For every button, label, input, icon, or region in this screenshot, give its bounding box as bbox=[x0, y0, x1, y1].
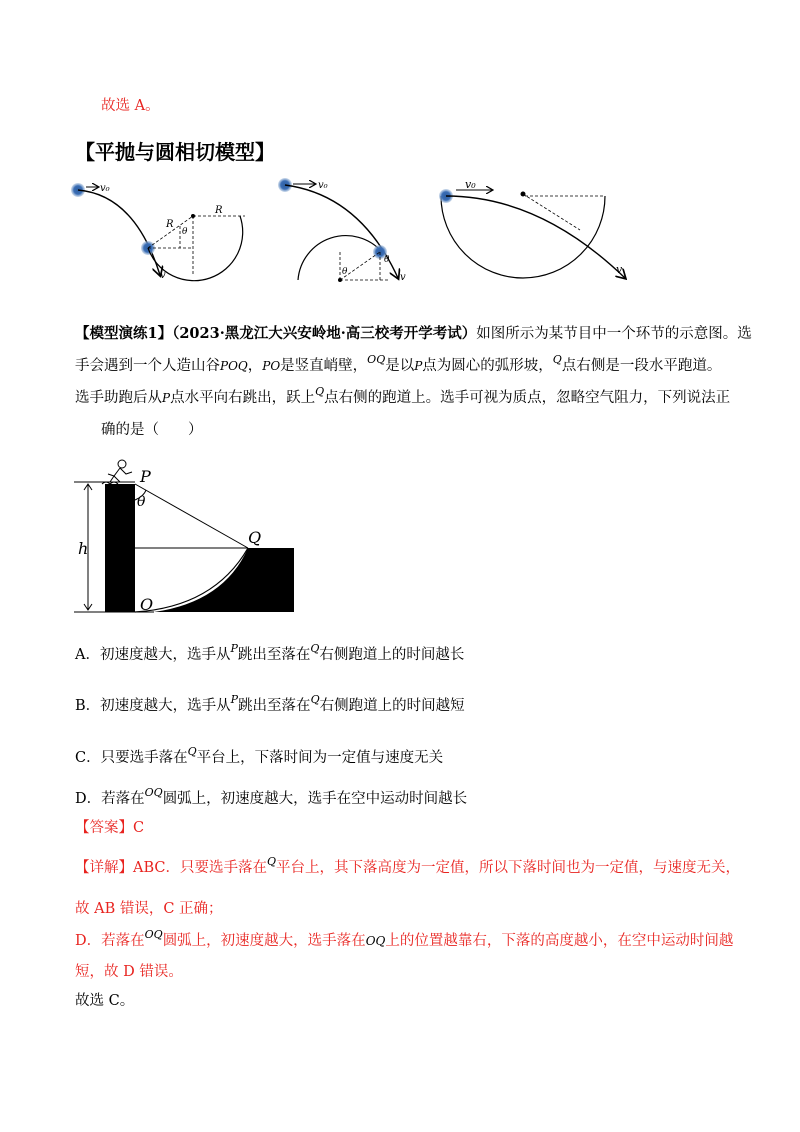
problem-line-1: 【模型演练1】（2023·黑龙江大兴安岭地·高三校考开学考试）如图所示为某节目中一个环节的示意图。选 bbox=[75, 325, 752, 342]
detail-line-3: D．若落在$^{OQ}$圆弧上，初速度越大，选手落在OQ上的位置越靠右，下落的高度越小，在空中运动时间越 bbox=[75, 928, 734, 949]
svg-text:R: R bbox=[215, 205, 223, 216]
model-diagrams bbox=[60, 170, 650, 295]
diagram-3 bbox=[439, 178, 625, 278]
svg-text:v: v bbox=[160, 270, 166, 281]
problem-line-3: 选手助跑后从P点水平向右跳出，跃上$^Q$点右侧的跑道上。选手可视为质点，忽略空气阻力，下列说法正 bbox=[75, 385, 731, 406]
section-heading: 【平抛与圆相切模型】 bbox=[75, 140, 275, 164]
svg-text:Q: Q bbox=[248, 528, 262, 547]
svg-text:θ: θ bbox=[137, 494, 146, 510]
option-b: B．初速度越大，选手从$^P$跳出至落在$^Q$右侧跑道上的时间越短 bbox=[75, 693, 465, 714]
detail-line-2: 故 AB 错误，C 正确； bbox=[75, 901, 223, 917]
slope-and-platform bbox=[154, 548, 294, 612]
svg-text:θ: θ bbox=[384, 255, 390, 265]
problem-line-2: 手会遇到一个人造山谷POQ，PO是竖直峭壁，$^{OQ}$是以P点为圆心的弧形坡，$^Q$点右侧是一段水平跑道。 bbox=[75, 353, 722, 374]
svg-text:R: R bbox=[166, 219, 174, 230]
svg-text:θ: θ bbox=[182, 227, 188, 237]
svg-text:O: O bbox=[140, 595, 154, 614]
valley-figure bbox=[74, 452, 296, 618]
svg-text:v: v bbox=[400, 272, 406, 283]
trajectory-1 bbox=[78, 190, 160, 275]
option-c: C．只要选手落在$^Q$平台上，下落时间为一定值与速度无关 bbox=[75, 745, 444, 766]
previous-conclusion: 故选 A。 bbox=[101, 98, 160, 114]
answer: 【答案】C bbox=[75, 820, 145, 836]
svg-text:v₀: v₀ bbox=[318, 180, 328, 191]
detail-line-4: 短，故 D 错误。 bbox=[75, 964, 183, 980]
semicircle-3 bbox=[441, 196, 605, 278]
runner-icon bbox=[102, 460, 132, 484]
problem-line-4: 确的是（ ） bbox=[101, 422, 203, 438]
option-d: D．若落在$^{OQ}$圆弧上，初速度越大，选手在空中运动时间越长 bbox=[75, 786, 468, 807]
diagram-1 bbox=[71, 183, 245, 281]
svg-text:v: v bbox=[616, 263, 623, 276]
option-a: A．初速度越大，选手从$^P$跳出至落在$^Q$右侧跑道上的时间越长 bbox=[75, 642, 465, 663]
diagram-2 bbox=[278, 178, 406, 283]
final-conclusion: 故选 C。 bbox=[75, 993, 135, 1009]
svg-text:h: h bbox=[78, 539, 89, 558]
trajectory-3 bbox=[446, 196, 625, 278]
svg-text:P: P bbox=[140, 467, 151, 486]
cliff-wall bbox=[105, 484, 135, 612]
detail-line-1: 【详解】ABC．只要选手落在$^Q$平台上，其下落高度为一定值，所以下落时间也为一定值，与速度无关， bbox=[75, 855, 741, 876]
v0-label-1: v₀ bbox=[100, 183, 110, 194]
svg-text:θ: θ bbox=[342, 267, 348, 277]
svg-text:v₀: v₀ bbox=[465, 178, 476, 191]
